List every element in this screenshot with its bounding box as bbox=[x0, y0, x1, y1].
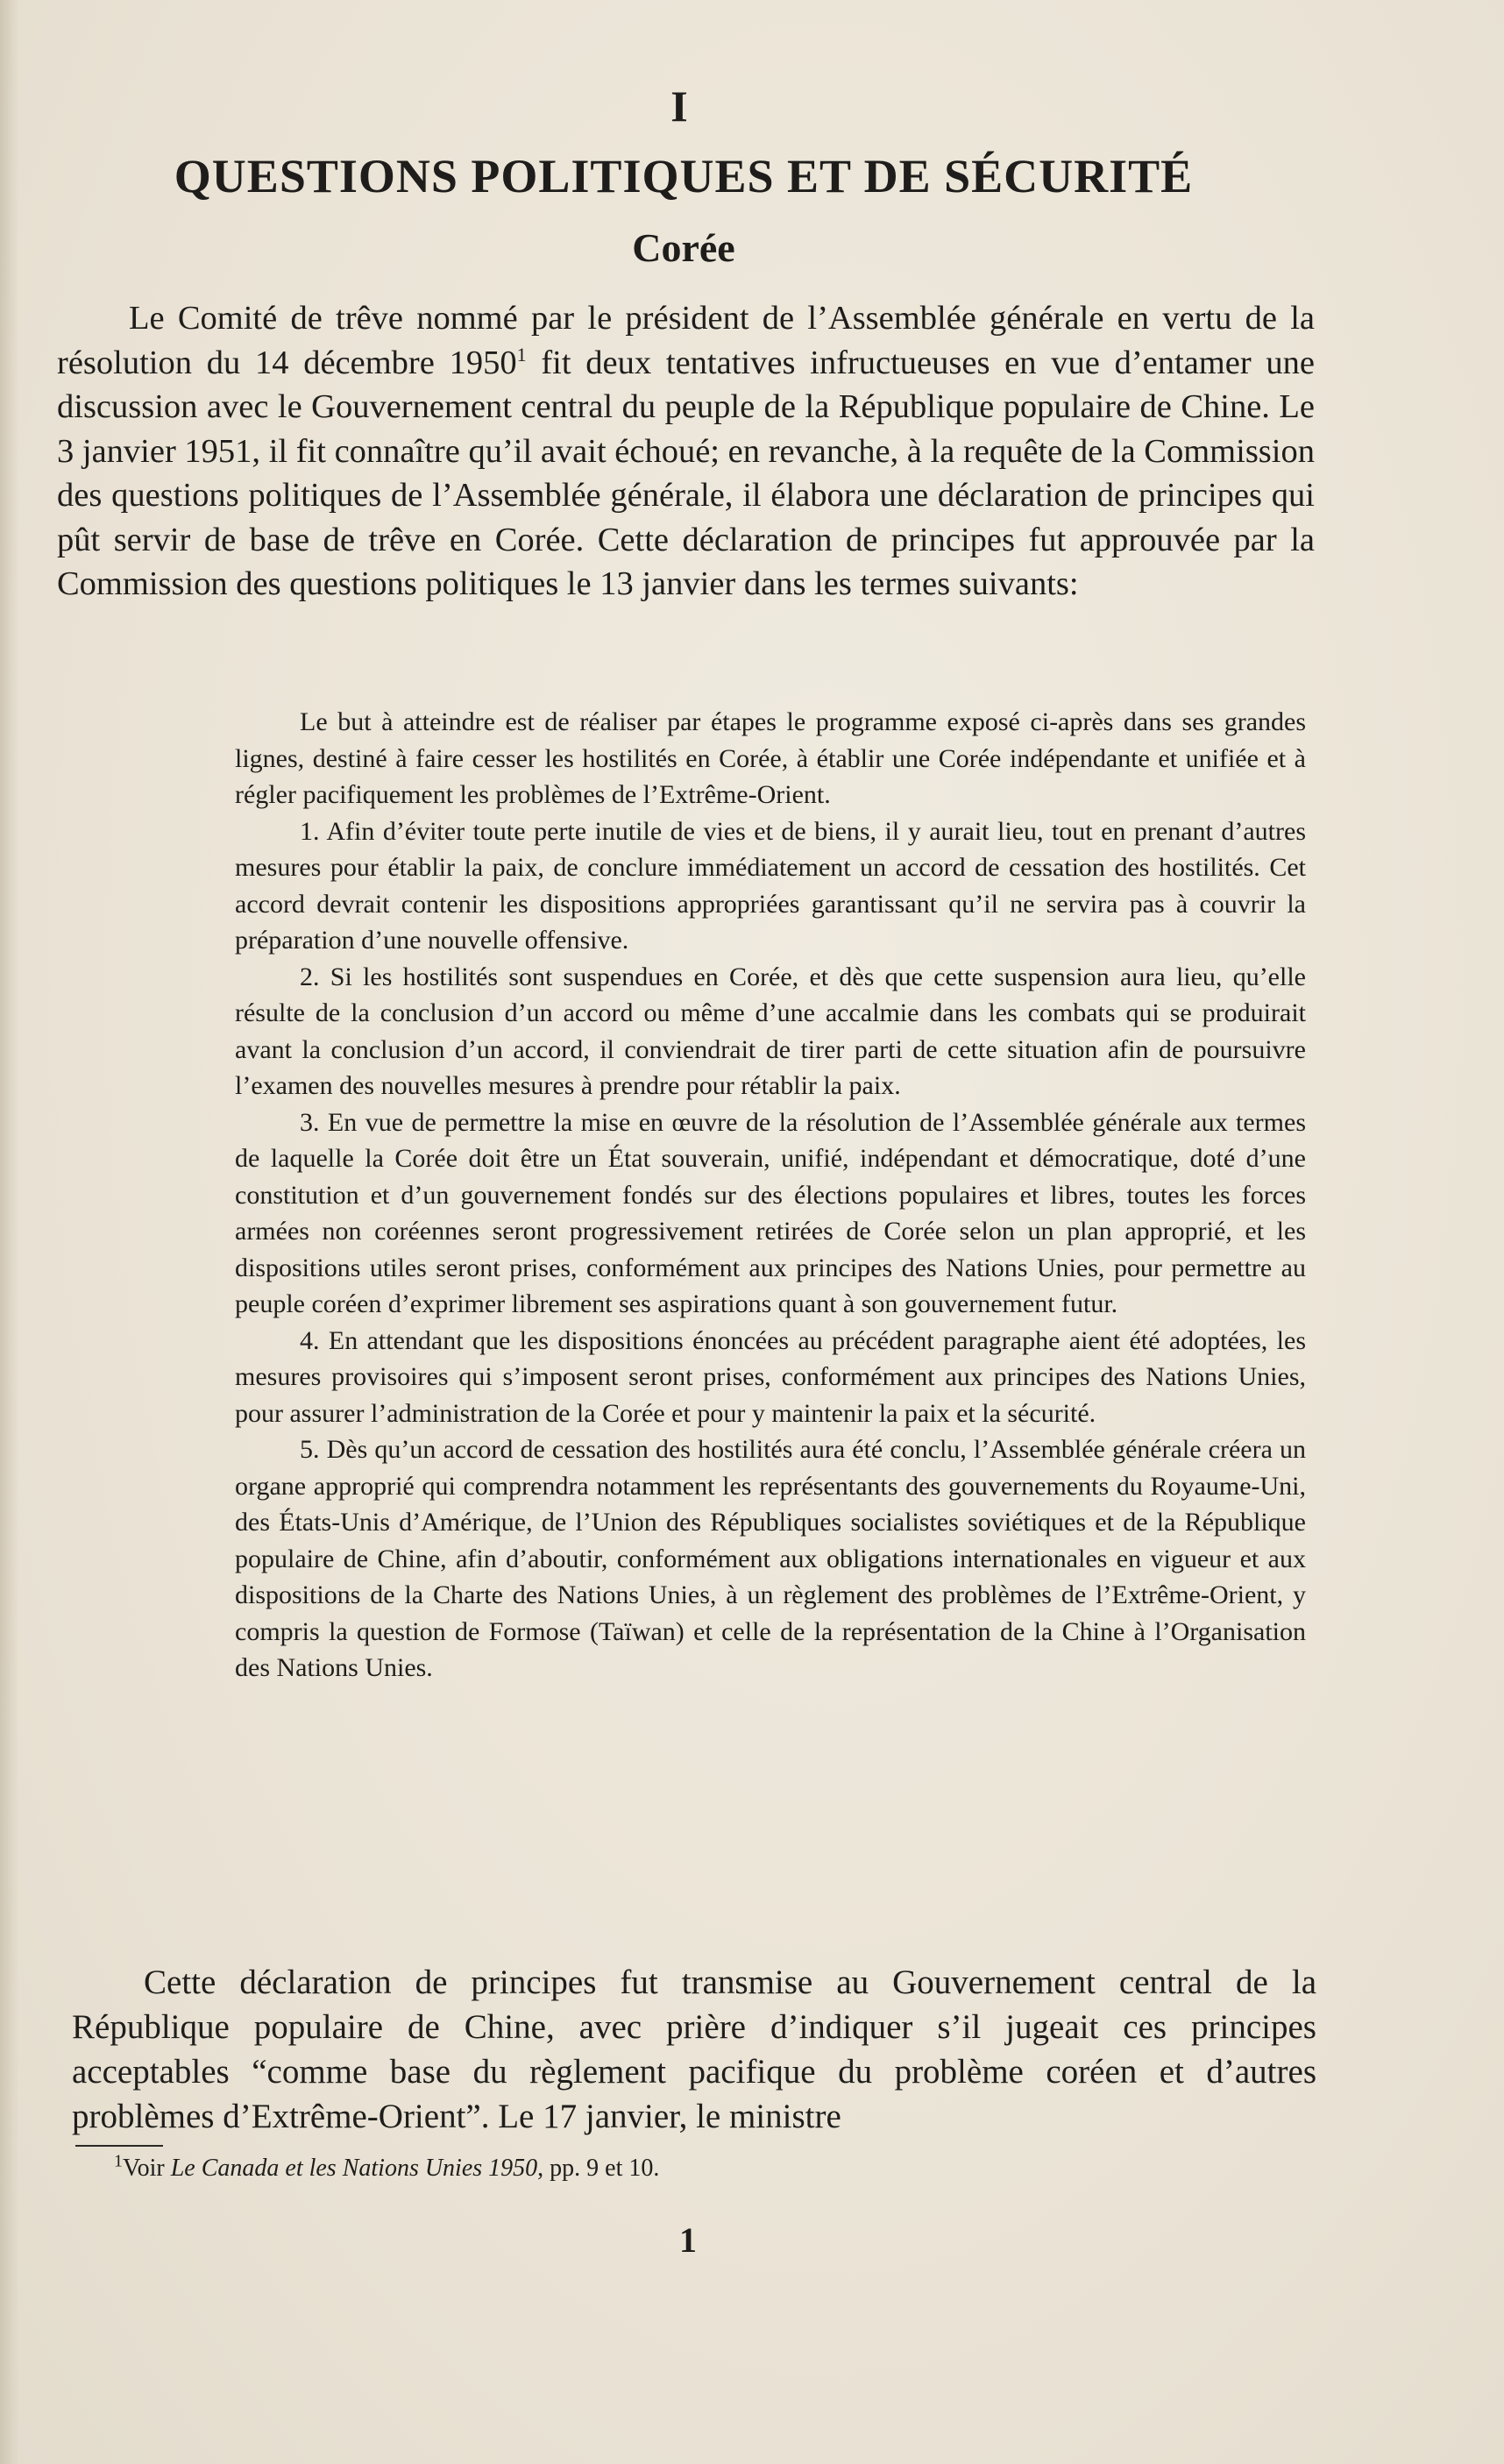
subsection-title: Corée bbox=[632, 225, 735, 270]
quote-paragraph-5: 5. Dès qu’un accord de cessation des hostilités aura été conclu, l’Assemblée générale créera un organe approprié qui comprendra notamment les représentants des gouvernements du Royaume-Uni, des États-Unis d’Amérique, de l’Union des Républiques socialistes soviétiques et de la République populaire de Chine, afin d’aboutir, conformément aux obligations internationales en vigueur et aux dispositions de la Charte des Nations Unies, à un règlement des problèmes de l’Extrême-Orient, y compris la question de Formose (Taïwan) et celle de la représentation de la Chine à l’Organisation des Nations Unies. bbox=[235, 1435, 1306, 1682]
footnote-prefix: Voir bbox=[123, 2155, 171, 2182]
page-number: 1 bbox=[679, 2220, 697, 2260]
footnote bbox=[114, 2153, 659, 2184]
quote-paragraph-intro: Le but à atteindre est de réaliser par étapes le programme exposé ci-après dans ses grandes lignes, destiné à faire cesser les hostilités en Corée, à établir une Corée indépendante et unifiée et à régler pacifiquement les problèmes de l’Extrême-Orient. bbox=[235, 707, 1306, 809]
quote-paragraph-4: 4. En attendant que les dispositions énoncées au précédent paragraphe aient été adoptées, les mesures provisoires qui s’imposent seront prises, conformément aux principes des Nations Unies, pour assurer l’administration de la Corée et pour y maintenir la paix et la sécurité. bbox=[235, 1325, 1306, 1428]
footnote-reference: 1 bbox=[516, 343, 527, 366]
quote-paragraph-1: 1. Afin d’éviter toute perte inutile de vies et de biens, il y aurait lieu, tout en prenant d’autres mesures pour établir la paix, de conclure immédiatement un accord de cessation des hostilités. Cet accord devrait contenir les dispositions appropriées garantissant qu’il ne servira pas à couvrir la préparation d’une nouvelle offensive. bbox=[235, 816, 1306, 955]
closing-paragraph: Cette déclaration de principes fut transmise au Gouvernement central de la République populaire de Chine, avec prière d’indiquer s’il jugeait ces principes acceptables “comme base du règlement pacifique du problème coréen et d’autres problèmes d’Extrême-Orient”. Le 17 janvier, le ministre bbox=[72, 1963, 1316, 2135]
page-gutter-shadow bbox=[0, 0, 19, 2464]
footnote-rule bbox=[75, 2145, 163, 2147]
intro-text-part1: Le Comité de trêve nommé par le président de l’Assemblée générale en vertu de la résolution du 14 décembre 1950 bbox=[57, 300, 1315, 381]
quote-paragraph-2: 2. Si les hostilités sont suspendues en Corée, et dès que cette suspension aura lieu, qu’elle résulte de la conclusion d’un accord ou même d’une accalmie dans les combats qui se produirait avant la conclusion d’un accord, il conviendrait de tirer parti de cette situation afin de poursuivre l’examen des nouvelles mesures à prendre pour rétablir la paix. bbox=[235, 962, 1306, 1100]
quoted-declaration bbox=[235, 704, 1306, 1686]
chapter-number: I bbox=[670, 82, 688, 131]
footnote-suffix: , pp. 9 et 10. bbox=[537, 2155, 660, 2182]
intro-paragraph bbox=[57, 296, 1315, 607]
quote-paragraph-3: 3. En vue de permettre la mise en œuvre de la résolution de l’Assemblée générale aux termes de laquelle la Corée doit être un État souverain, unifié, indépendant et démocratique, doté d’une constitution et d’un gouvernement fondés sur des élections populaires et libres, toutes les forces armées non coréennes seront progressivement retirées de Corée selon un plan approprié, et les dispositions utiles seront prises, conformément aux principes des Nations Unies, pour permettre au peuple coréen d’exprimer librement ses aspirations quant à son gouvernement futur. bbox=[235, 1107, 1306, 1318]
footnote-mark: 1 bbox=[114, 2151, 123, 2171]
intro-text-part2: fit deux tentatives infructueuses en vue d’entamer une discussion avec le Gouvernement central du peuple de la République populaire de Chine. Le 3 janvier 1951, il fit connaître qu’il avait échoué; en revanche, à la requête de la Commission des questions politiques de l’Assemblée générale, il élabora une déclaration de principes qui pût servir de base de trêve en Corée. Cette déclaration de principes fut approuvée par la Commission des questions politiques le 13 janvier dans les termes suivants: bbox=[57, 344, 1315, 602]
section-title: QUESTIONS POLITIQUES ET DE SÉCURITÉ bbox=[174, 150, 1194, 202]
footnote-title: Le Canada et les Nations Unies 1950 bbox=[170, 2155, 538, 2182]
